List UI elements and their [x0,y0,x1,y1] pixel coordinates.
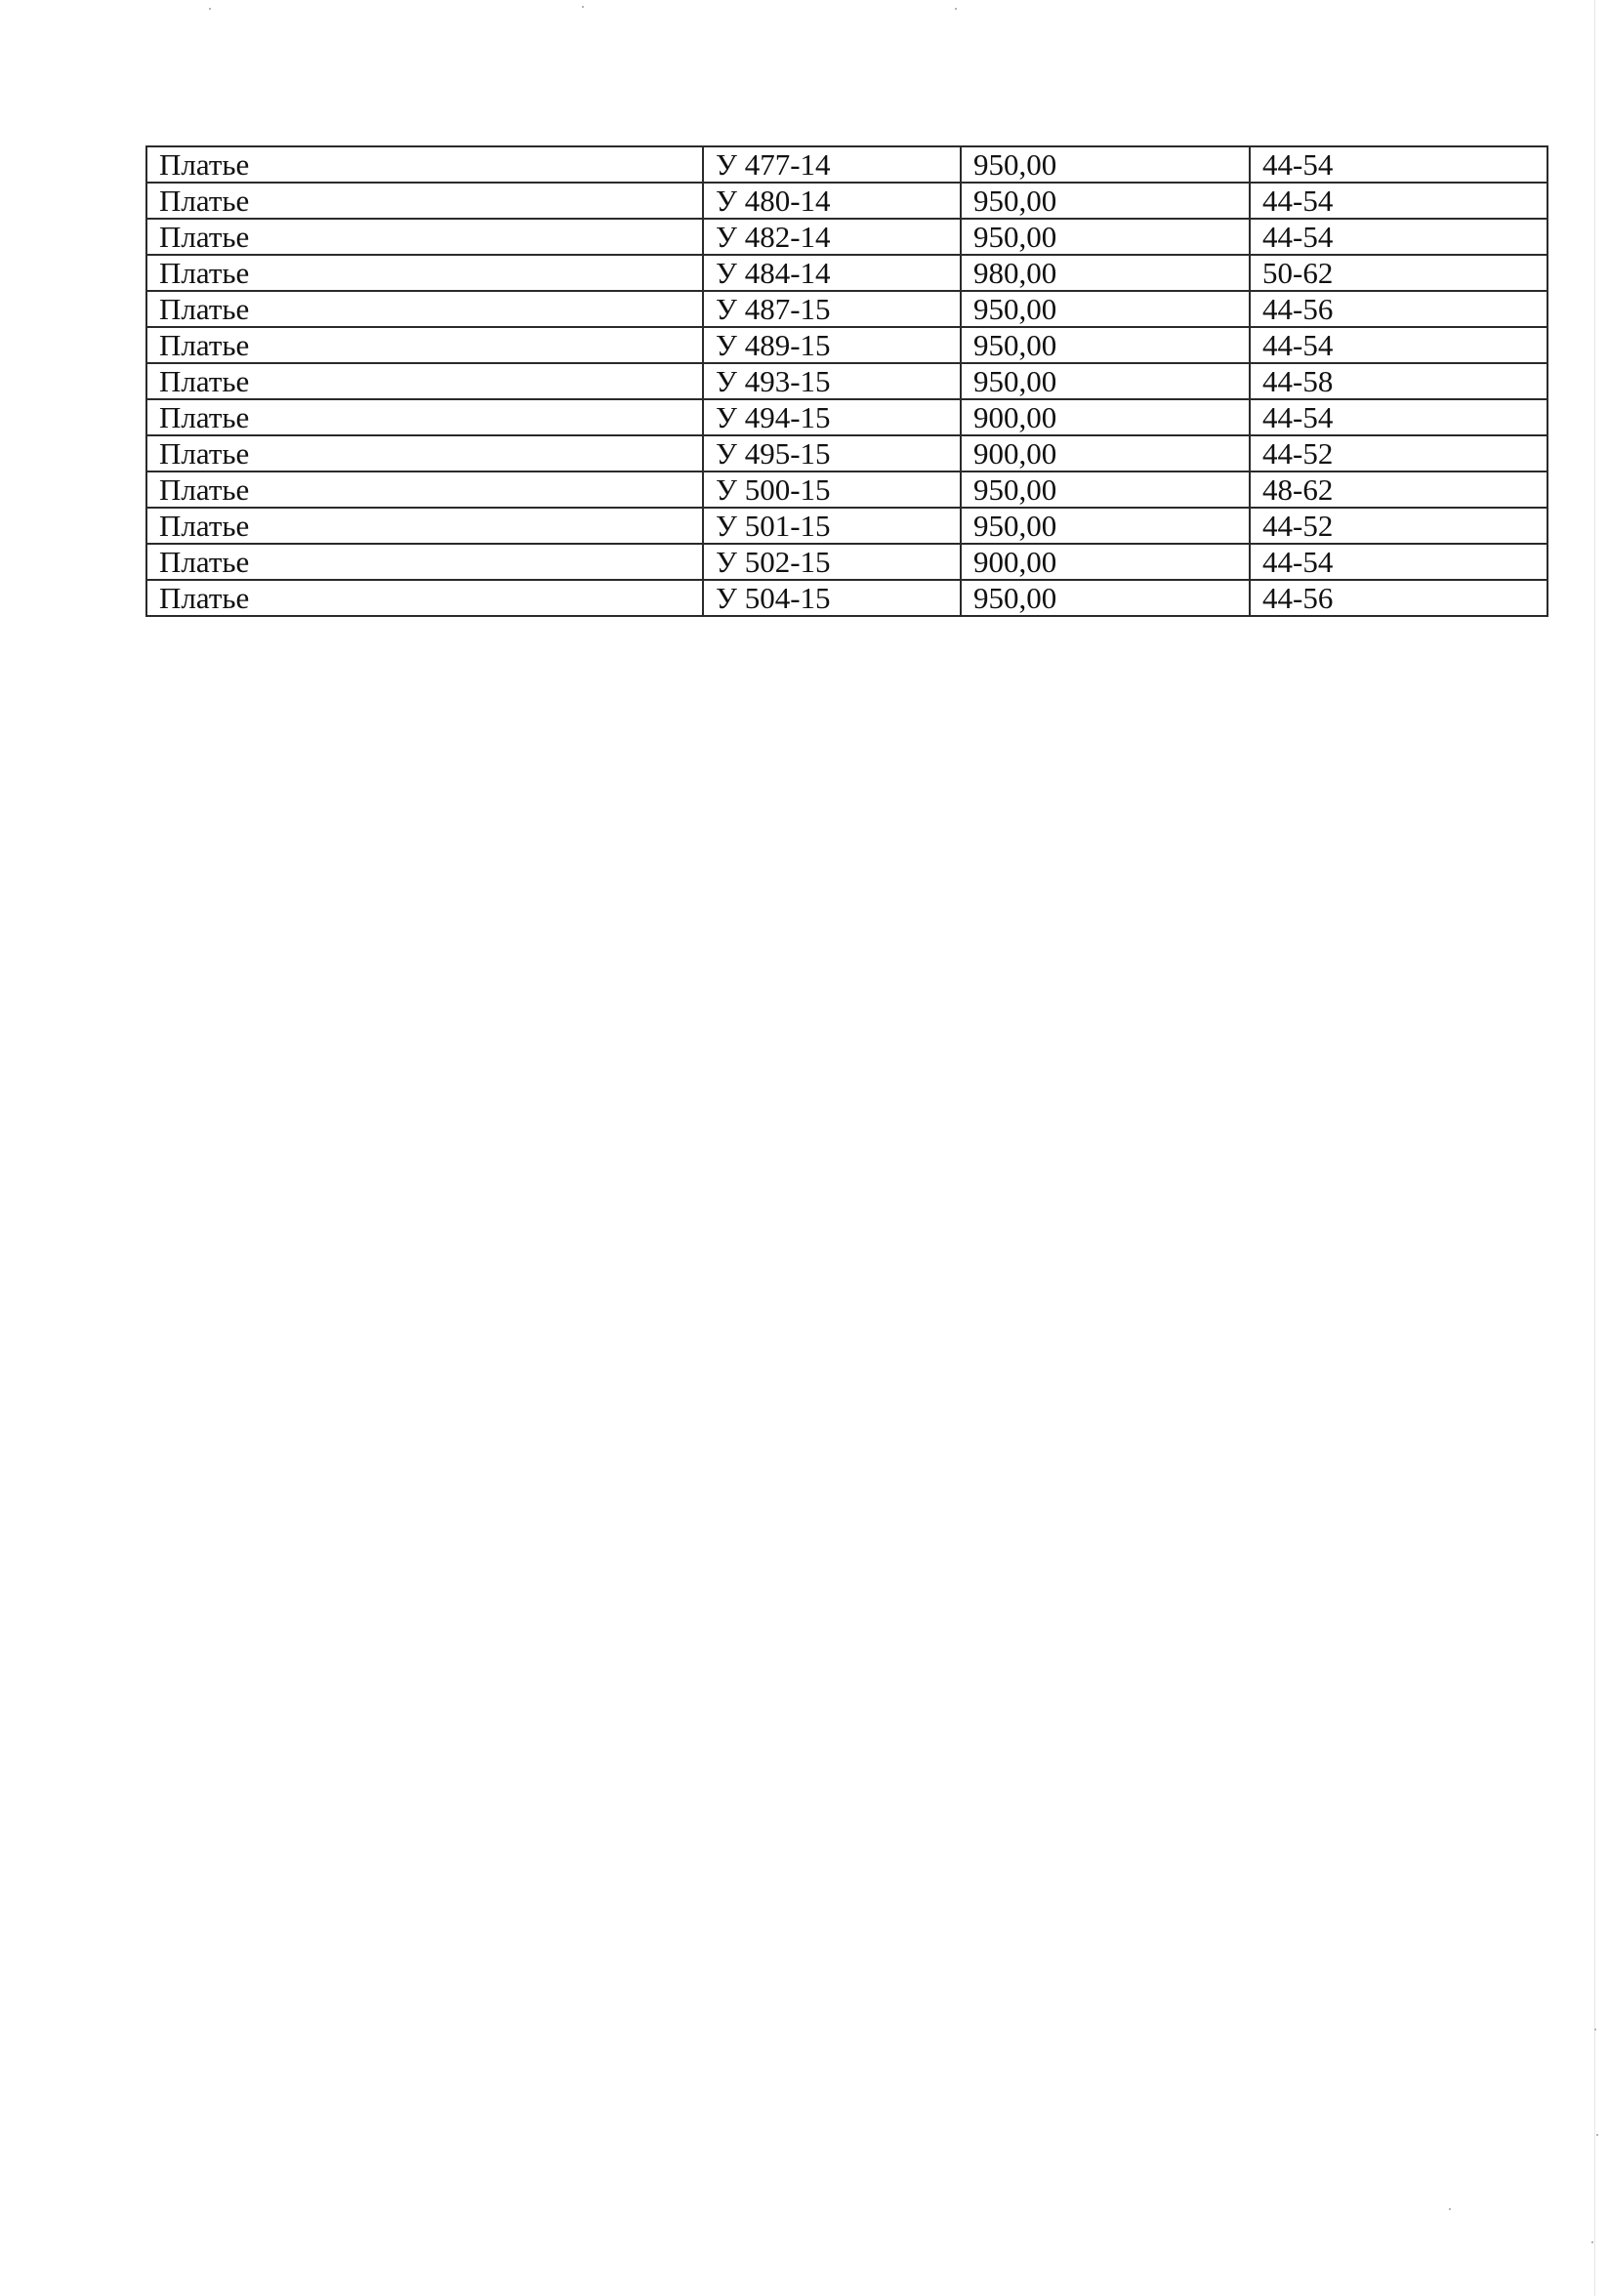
cell-article-code: У 502-15 [703,544,961,580]
cell-article-code: У 494-15 [703,399,961,435]
cell-price: 950,00 [961,291,1250,327]
cell-size-range: 44-58 [1250,363,1547,399]
cell-price: 900,00 [961,399,1250,435]
cell-size-range: 44-54 [1250,146,1547,183]
table-row [146,146,1547,183]
cell-size-range: 44-56 [1250,580,1547,616]
cell-item-name: Платье [146,327,703,363]
scan-speck [1596,2134,1598,2136]
scan-speck [209,8,211,10]
cell-article-code: У 482-14 [703,219,961,255]
cell-price: 900,00 [961,435,1250,472]
cell-article-code: У 500-15 [703,472,961,508]
scan-edge-line [1594,0,1595,2296]
cell-item-name: Платье [146,146,703,183]
cell-size-range: 44-54 [1250,544,1547,580]
cell-item-name: Платье [146,435,703,472]
cell-item-name: Платье [146,183,703,219]
cell-price: 950,00 [961,508,1250,544]
cell-article-code: У 501-15 [703,508,961,544]
cell-price: 950,00 [961,363,1250,399]
scan-speck [582,6,584,8]
table-row [146,291,1547,327]
cell-item-name: Платье [146,508,703,544]
price-table-body [146,146,1547,616]
cell-price: 950,00 [961,327,1250,363]
cell-size-range: 48-62 [1250,472,1547,508]
cell-price: 950,00 [961,183,1250,219]
table-row [146,580,1547,616]
cell-article-code: У 493-15 [703,363,961,399]
cell-size-range: 44-54 [1250,327,1547,363]
cell-article-code: У 489-15 [703,327,961,363]
cell-item-name: Платье [146,363,703,399]
cell-size-range: 44-56 [1250,291,1547,327]
table-row [146,255,1547,291]
cell-item-name: Платье [146,219,703,255]
cell-article-code: У 484-14 [703,255,961,291]
table-row [146,508,1547,544]
cell-size-range: 44-54 [1250,399,1547,435]
table-row [146,472,1547,508]
cell-size-range: 50-62 [1250,255,1547,291]
cell-price: 980,00 [961,255,1250,291]
cell-article-code: У 477-14 [703,146,961,183]
cell-article-code: У 495-15 [703,435,961,472]
cell-size-range: 44-54 [1250,219,1547,255]
cell-item-name: Платье [146,399,703,435]
cell-price: 900,00 [961,544,1250,580]
table-row [146,183,1547,219]
cell-item-name: Платье [146,472,703,508]
cell-price: 950,00 [961,580,1250,616]
cell-item-name: Платье [146,580,703,616]
cell-article-code: У 480-14 [703,183,961,219]
cell-item-name: Платье [146,544,703,580]
scan-speck [955,8,957,10]
table-row [146,399,1547,435]
scan-speck [1449,2208,1451,2210]
cell-price: 950,00 [961,146,1250,183]
table-row [146,363,1547,399]
scan-speck [1591,2241,1593,2243]
cell-price: 950,00 [961,472,1250,508]
cell-item-name: Платье [146,255,703,291]
table-row [146,544,1547,580]
cell-article-code: У 487-15 [703,291,961,327]
cell-item-name: Платье [146,291,703,327]
cell-article-code: У 504-15 [703,580,961,616]
table-row [146,435,1547,472]
cell-size-range: 44-52 [1250,508,1547,544]
cell-price: 950,00 [961,219,1250,255]
cell-size-range: 44-54 [1250,183,1547,219]
cell-size-range: 44-52 [1250,435,1547,472]
table-row [146,327,1547,363]
scan-speck [1594,2029,1596,2030]
price-table [145,145,1548,617]
table-row [146,219,1547,255]
